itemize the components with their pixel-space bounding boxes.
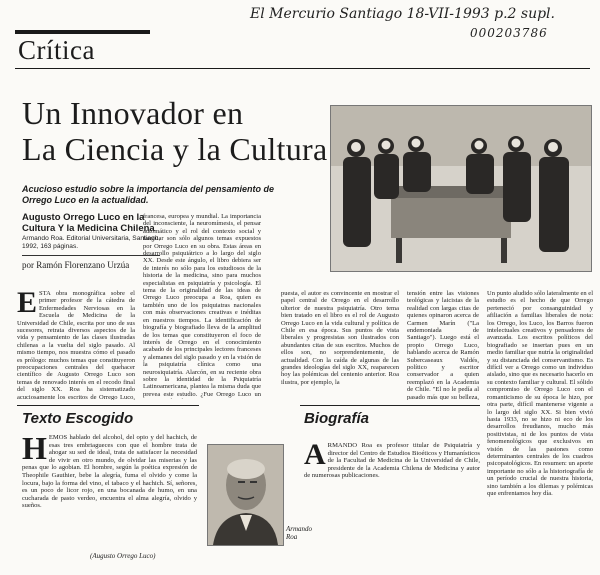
quote-box-title: Texto Escogido	[22, 410, 134, 427]
bio-box-title: Biografía	[304, 410, 370, 427]
quote-text	[22, 434, 197, 554]
headline-line1: Un Innovador en	[22, 95, 244, 131]
handwritten-source-note: El Mercurio Santiago 18-VII-1993 p.2 supl.	[250, 6, 555, 22]
section-title: Crítica	[18, 35, 95, 65]
portrait-illustration	[208, 445, 283, 545]
article-column-5	[487, 290, 593, 570]
portrait-caption-line2: Roa	[286, 533, 298, 541]
article-column-3	[281, 290, 399, 400]
portrait-caption	[286, 525, 312, 541]
book-meta: Armando Roa. Editorial Universitaria, Santiago, 1992, 163 páginas.	[22, 235, 161, 250]
article-column-4	[407, 290, 479, 400]
article-column-1	[17, 290, 135, 400]
bio-dropcap: A	[304, 442, 326, 471]
quote-attribution: (Augusto Orrego Luco)	[90, 552, 156, 560]
article-column-5-text: Un punto aludido sólo lateralmente en el estudio es el hecho de que Orrego perteneció por consanguinidad y afiliación a familias liberales de nota: los Orrego, los Luco, los Barros fueron intelectuales creativos y pensadores de avanzada. Los escritos políticos del biografiado se insertan pues en un medio familiar que nutría la originalidad y su distanciada del conservantismo. Es difícil ver a Orrego como un individuo aislado, sino que es necesario hacerlo en su contexto familiar y cultural. El sólido compromiso de Orrego Luco con el romanticismo de su época le hizo, por otra parte, difícil mantenerse vigente a lo largo del siglo XX. Si bien vivió hasta 1933, no se hizo ni eco de los desarrollos freudianos, mucho más positivistas, ni de los puntos de vista fenomenológicos que exclusivos en visión de las pasiones como determinantes centrales de los cuadros psicopatológicos. En resumen: un aporte importante no sólo a la historiografía de un período crucial de nuestra historia, sino también a los dilemas y polémicas que enfrentamos hoy día.	[487, 290, 593, 497]
article-column-3-text: puesta, el autor es convincente en mostrar el papel central de Orrego en el desarrollo ulterior de nuestra psiquiatría. Otro tema bien tratado en el libro es el rol de Augusto Orrego Luco en la vida cultural y política de Chile en esa época. Sus puntos de vista liberales y progresistas son ilustrados con abundantes citas de sus escritos. Muchos de ellos son, no sorprendentemente, de actualidad. Con la caída de algunas de las grandes ideologías del siglo XX, reaparecen hoy las polémicas del centenio anterior. Roa ilustra, por ejemplo, la	[281, 290, 399, 386]
byline-rule	[22, 255, 160, 256]
article-column-2	[143, 213, 261, 399]
bio-top-rule	[300, 405, 480, 406]
article-column-1-text: STA obra monográfica sobre el primer profesor de la cátedra de Enfermedades Nerviosas en la Escuela de Medicina de la Universidad de Chile, escrita por uno de sus sucesores, retrata diversos aspectos de la vida y pensamiento de las clases ilustradas chilenas a la vuelta del siglo pasado. Al mismo tiempo, nos muestra cómo el pasado es prólogo: muchos temas que constituyeron preocupaciones centrales del quehacer científico de Augusto Orrego Luco son temas de renovado interés en el recodo final del siglo XX. Roa ha sistematizado acuciosamente los escritos de Orrego Luco,	[17, 290, 135, 400]
quote-top-rule	[17, 405, 199, 406]
stamp-number: 000203786	[470, 26, 548, 40]
quote-body: EMOS hablado del alcohol, del opio y del hachich, de esas tres embriagueces con que el hombre trata de ahogar su sed de ideal, trata de satisfacer la necesidad de vivir en otro mundo, de olvidar las miserias y las penas que lo agobian. El hombre, según la poética expresión de Theophile Gauthier, bebe la alegría, fuma el olvido y come la locura, bajo la forma del vino, el tabaco y el hachich. Sí, señores, es un poco de licor rojo, en una bocanada de humo, en una cucharada de pasto verdeo, encuentra el alma alegría, olvido y sueños.	[22, 434, 197, 510]
byline: por Ramón Florenzano Urzúa	[22, 260, 130, 270]
quote-dropcap: H	[22, 434, 47, 466]
portrait-photo	[207, 444, 284, 546]
bio-text	[304, 442, 480, 512]
portrait-caption-line1: Armando	[286, 525, 313, 533]
group-photograph-illustration	[331, 106, 591, 271]
headline-line2: La Ciencia y la Cultura	[22, 131, 328, 167]
article-dropcap: E	[17, 290, 38, 319]
bio-body: RMANDO Roa es profesor titular de Psiquiatría y director del Centro de Estudios Bioéticos y Humanísticos de la Facultad de Medicina de la Universidad de Chile, presidente de la Academia Chilena de Medicina y autor de numerosas publicaciones.	[304, 442, 480, 480]
group-photograph	[330, 105, 592, 272]
article-column-2-text: francesa, europea y mundial. La importancia del inconsciente, la neuromímesis, el pensar automático y el rol del contexto social y familiar son sólo algunos temas expuestos por Orrego Luco en su obra. Estas áreas en desarrollo psiquiátrico a lo largo del siglo XX. Desde este ángulo, el libro debiera ser de interés no sólo para los estudiosos de la historia de la medicina, sino para muchos especialistas en psiquiatría y psicología. El tema de la originalidad de las ideas de Orrego Luco preocupa a Roa, quien es también uno de los psiquiatras nacionales con más observaciones creativas e inéditas en nuestros tiempos. La identificación de biografía y biografiado lleva de la amplitud de los temas que constituyeron el foco de interés de Orrego en el conocimiento acabado de los principales lectores franceses y alemanes del siglo pasado y en la visión de la psiquiatría clínica como una neurosiquiatría. Alarcón, en su reciente obra sobre la identidad de la Psiquiatría Latinoamericana, plantea la misma duda que prevea este estudio. ¿Fue Orrego Luco un	[143, 213, 261, 398]
book-title: Augusto Orrego Luco en la Cultura Y la Medicina Chilena	[22, 212, 155, 234]
section-top-rule	[15, 30, 150, 34]
article-deck: Acucioso estudio sobre la importancia del pensamiento de Orrego Luco en la actualidad.	[22, 184, 275, 205]
section-bottom-rule	[15, 68, 590, 69]
article-column-4-text: tensión entre las visiones teológicas y laicistas de la realidad con largas citas de quienes opinaron acerca de Carmen Marín ("La endemoniada de Santiago"). Luego está el propio Orrego Luco, hablando acerca de Ramón Subercaseaux Valdés, político y escritor conservador a quien reemplazó en la Academia de Chile. "El no le pedía al pasado más que su belleza,	[407, 290, 479, 400]
